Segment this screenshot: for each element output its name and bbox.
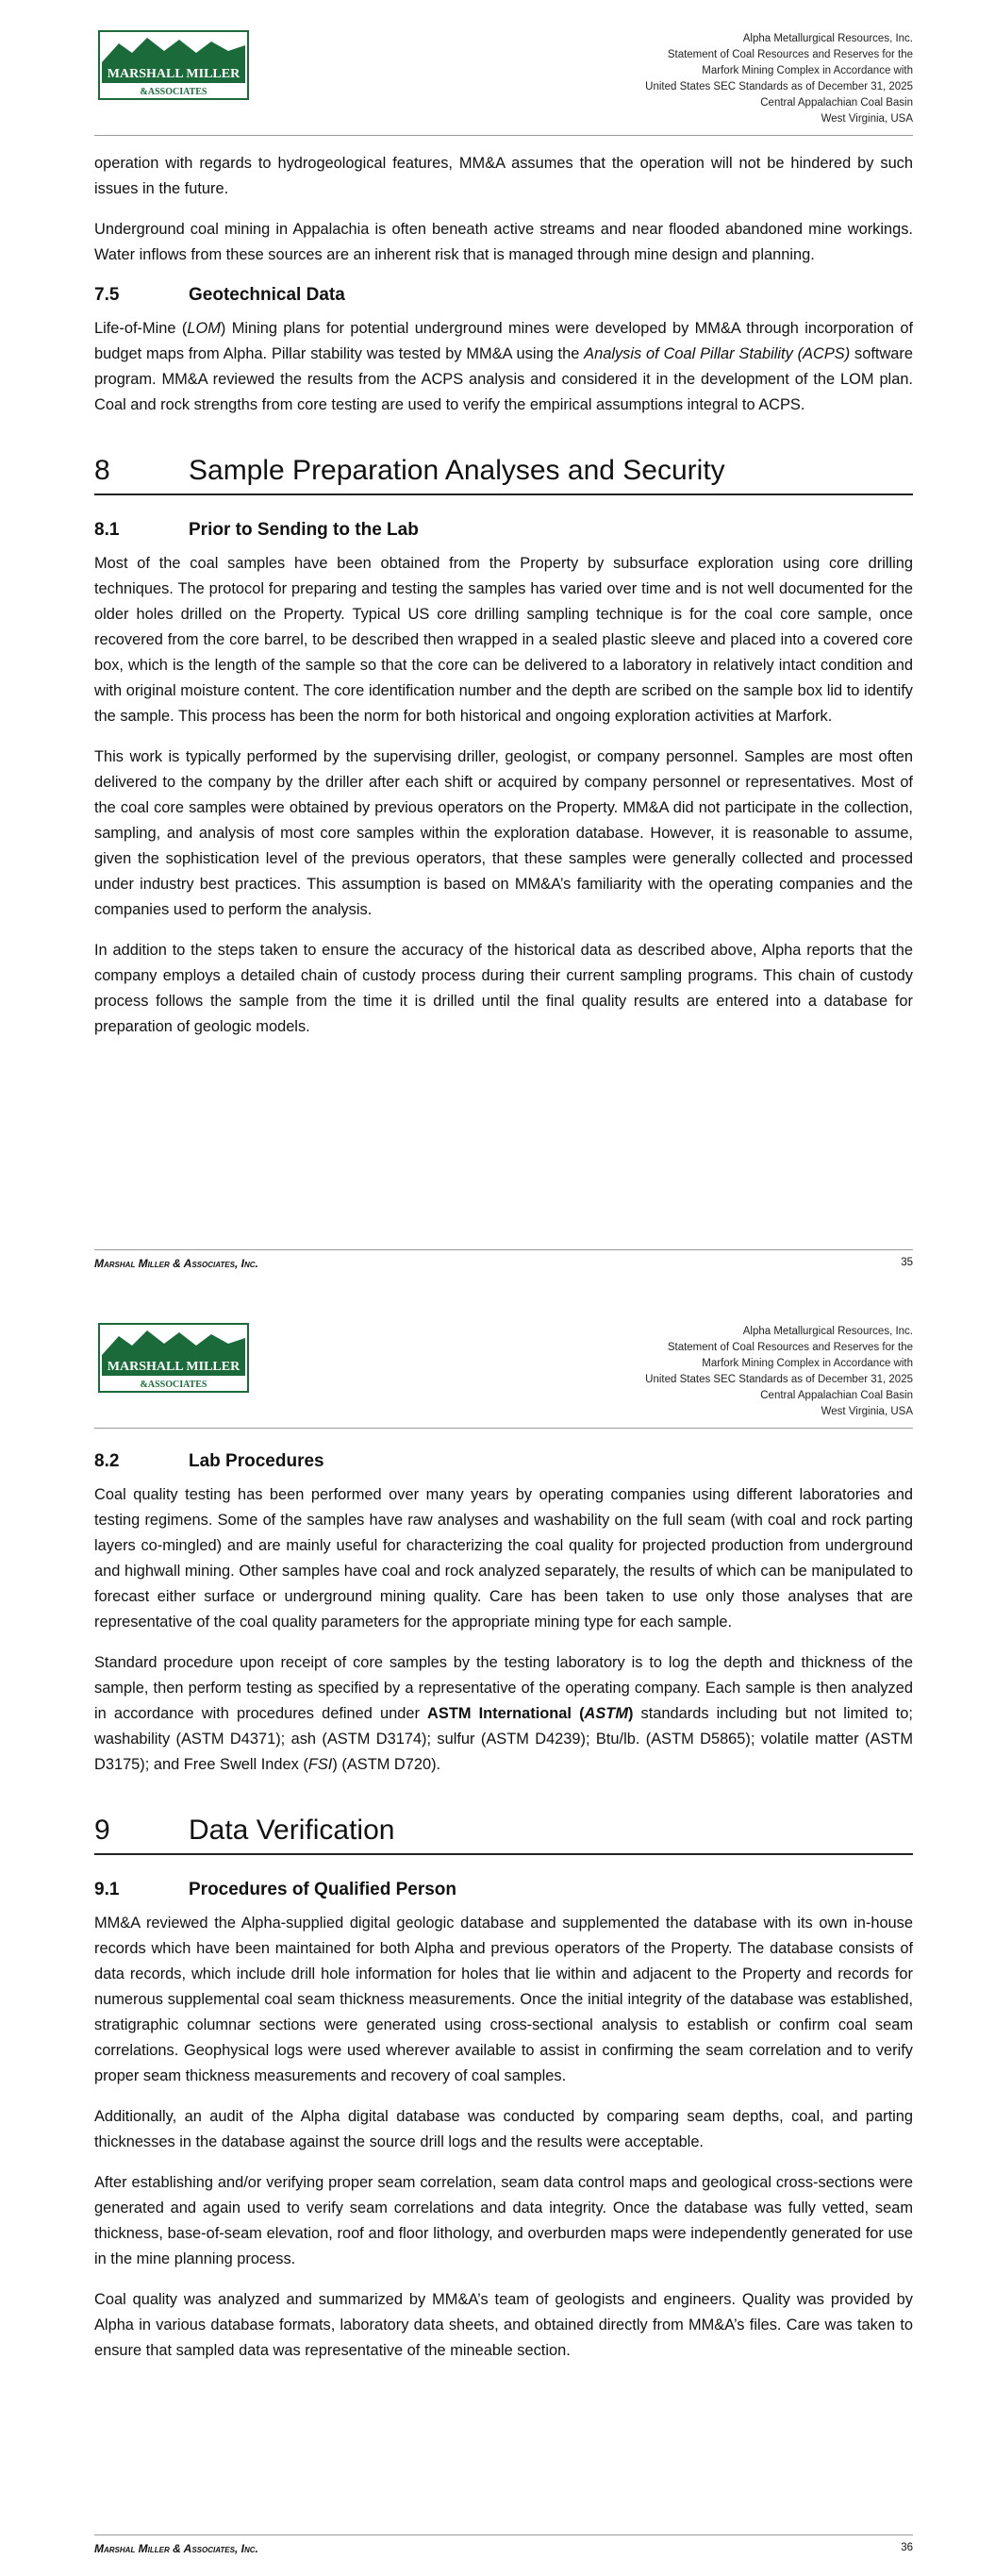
page-body [94,151,913,1055]
section-heading-8-2 [94,1449,913,1474]
section-number: 9.1 [94,1880,120,1899]
header-line: Central Appalachian Coal Basin [760,97,913,109]
header-line: Alpha Metallurgical Resources, Inc. [742,1326,913,1337]
lom-term: LOM [187,320,221,337]
header-line: Statement of Coal Resources and Reserves for the [667,49,913,60]
header-line: United States SEC Standards as of December 31, 2025 [645,81,913,92]
paragraph: Underground coal mining in Appalachia is often beneath active streams and near flooded abandoned mine workings. Water inflows from these sources are an inherent risk that is managed through mine design and planning. [94,221,913,263]
section-title: Lab Procedures [189,1451,324,1471]
company-logo [98,1323,249,1393]
page-footer [94,1249,913,1273]
astm-term: ASTM International [427,1705,572,1722]
paragraph: Most of the coal samples have been obtained from the Property by subsurface exploration using core drilling techniques. The protocol for preparing and testing the samples has varied over time and is not well documented for the older holes drilled on the Property. Typical US core drilling sampling technique is for the coal core sample, once recovered from the core barrel, to be described then wrapped in a sealed plastic sleeve and placed into a covered core box, which is the length of the sample so that the core can be delivered to a laboratory in relatively intact condition and with original moisture content. The core identification number and the depth are scribed on the sample box lid to identify the sample. This process has been the norm for both historical and ongoing exploration activities at Marfork. [94,555,913,725]
paragraph: In addition to the steps taken to ensure the accuracy of the historical data as described above, Alpha reports that the company employs a detailed chain of custody process during their current sampling programs. This chain of custody process follows the sample from the time it is drilled until the final quality results are entered into a database for preparation of geologic models. [94,942,913,1035]
paragraph: Coal quality testing has been performed over many years by operating companies using different laboratories and testing regimens. Some of the samples have raw analyses and washability on the full seam (with coal and rock parting layers co-mingled) and are mainly useful for characterizing the coal quality for projected production from underground and highwall mining. Other samples have coal and rock analyzed separately, the results of which can be manipulated to forecast either surface or underground mining quality. Care has been taken to use only those analyses that are representative of the coal quality parameters for the appropriate mining type for each sample. [94,1486,913,1631]
footer-firm: Marshal Miller & Associates, Inc. [94,1257,258,1270]
chapter-heading-9 [94,1810,913,1855]
paragraph: Standard procedure upon receipt of core samples by the testing laboratory is to log the depth and thickness of the sample, then perform testing as specified by a representative of the operating company. Each sample is then analyzed in accordance with procedures defined under ASTM International (ASTM) standards including but not limited to; washability (ASTM D4371); ash (ASTM D3174); sulfur (ASTM D4239); Btu/lb. (ASTM D5865); volatile matter (ASTM D3175); and Free Swell Index (FSI) (ASTM D720). [94,1654,913,1773]
page-number: 36 [901,2542,913,2553]
paragraph: Coal quality was analyzed and summarized by MM&A’s team of geologists and engineers. Quality was provided by Alpha in various database formats, laboratory data sheets, and obtained directly from MM&A’s files. Care was taken to ensure that sampled data was representative of the mineable section. [94,2291,913,2359]
logo-top-text: MARSHALL MILLER [107,67,240,81]
section-heading-7-5 [94,283,913,308]
paragraph: Additionally, an audit of the Alpha digital database was conducted by comparing seam depths, coal, and parting thicknesses in the database against the source drill logs and the results were acceptable. [94,2108,913,2150]
page-footer [94,2534,913,2558]
logo-top-text: MARSHALL MILLER [107,1360,240,1374]
page-header [94,26,913,136]
header-line: Statement of Coal Resources and Reserves for the [667,1342,913,1353]
section-title: Prior to Sending to the Lab [189,520,419,540]
page-header [94,1319,913,1429]
logo-bottom-text: &ASSOCIATES [140,87,207,97]
chapter-number: 9 [94,1815,110,1846]
header-line: United States SEC Standards as of December 31, 2025 [645,1374,913,1385]
page-gap [0,1274,995,1302]
page-body [94,1444,913,2379]
paragraph: After establishing and/or verifying proper seam correlation, seam data control maps and geological cross-sections were generated and again used to verify seam correlations and data integrity. Once the database was fully vetted, seam thickness, base-of-seam elevation, roof and floor lithology, and overburden maps were independently generated for use in the mine planning process. [94,2174,913,2267]
footer-firm: Marshal Miller & Associates, Inc. [94,2542,258,2555]
header-line: West Virginia, USA [821,1406,913,1417]
chapter-heading-8 [94,450,913,495]
header-text [645,1324,913,1420]
chapter-title: Sample Preparation Analyses and Security [189,455,725,486]
fsi-term: FSI [307,1756,333,1773]
paragraph: Life-of-Mine (LOM) Mining plans for potential underground mines were developed by MM&A through incorporation of budget maps from Alpha. Pillar stability was tested by MM&A using the Analysis of Coal Pillar Stability (ACPS) software program. MM&A reviewed the results from the ACPS analysis and considered it in the development of the LOM plan. Coal and rock strengths from core testing are used to verify the empirical assumptions integral to ACPS. [94,320,913,413]
section-title: Procedures of Qualified Person [189,1880,457,1899]
chapter-number: 8 [94,455,110,486]
section-number: 8.1 [94,520,120,540]
section-title: Geotechnical Data [189,285,345,305]
section-heading-8-1 [94,518,913,543]
page-number: 35 [901,1257,913,1268]
paragraph: This work is typically performed by the supervising driller, geologist, or company personnel. Samples are most often delivered to the company by the driller after each shift or acquired by company personnel or representatives. Most of the coal core samples were obtained by previous operators on the Property. MM&A did not participate in the collection, sampling, and analysis of most core samples within the exploration database. However, it is reasonable to assume, given the sophistication level of the previous operators, that these samples were generally collected and processed under industry best practices. This assumption is based on MM&A’s familiarity with the operating companies and the companies used to perform the analysis. [94,748,913,918]
header-line: Alpha Metallurgical Resources, Inc. [742,33,913,44]
document-page-36 [0,1302,995,2576]
paragraph: operation with regards to hydrogeological features, MM&A assumes that the operation will not be hindered by such issues in the future. [94,155,913,197]
header-line: Central Appalachian Coal Basin [760,1390,913,1401]
astm-abbrev: ASTM [584,1705,628,1722]
header-line: Marfork Mining Complex in Accordance with [702,65,913,76]
section-number: 8.2 [94,1451,120,1471]
header-text [645,31,913,127]
section-heading-9-1 [94,1878,913,1902]
section-number: 7.5 [94,285,120,305]
acps-term: Analysis of Coal Pillar Stability (ACPS) [584,345,851,362]
chapter-title: Data Verification [189,1815,395,1846]
logo-bottom-text: &ASSOCIATES [140,1380,207,1390]
paragraph: MM&A reviewed the Alpha-supplied digital geologic database and supplemented the database with its own in-house records which have been maintained for both Alpha and previous operators of the Property. The database consists of data records, which include drill hole information for holes that lie within and adjacent to the Property and records for numerous supplemental coal seam thickness measurements. Once the initial integrity of the database was established, stratigraphic columnar sections were generated using cross-sectional analysis to establish or confirm coal seam correlations. Geophysical logs were used wherever available to assist in confirming the seam correlation and to verify proper seam thickness measurements and recovery of coal samples. [94,1915,913,2084]
header-line: West Virginia, USA [821,113,913,125]
company-logo [98,30,249,100]
header-line: Marfork Mining Complex in Accordance with [702,1358,913,1369]
